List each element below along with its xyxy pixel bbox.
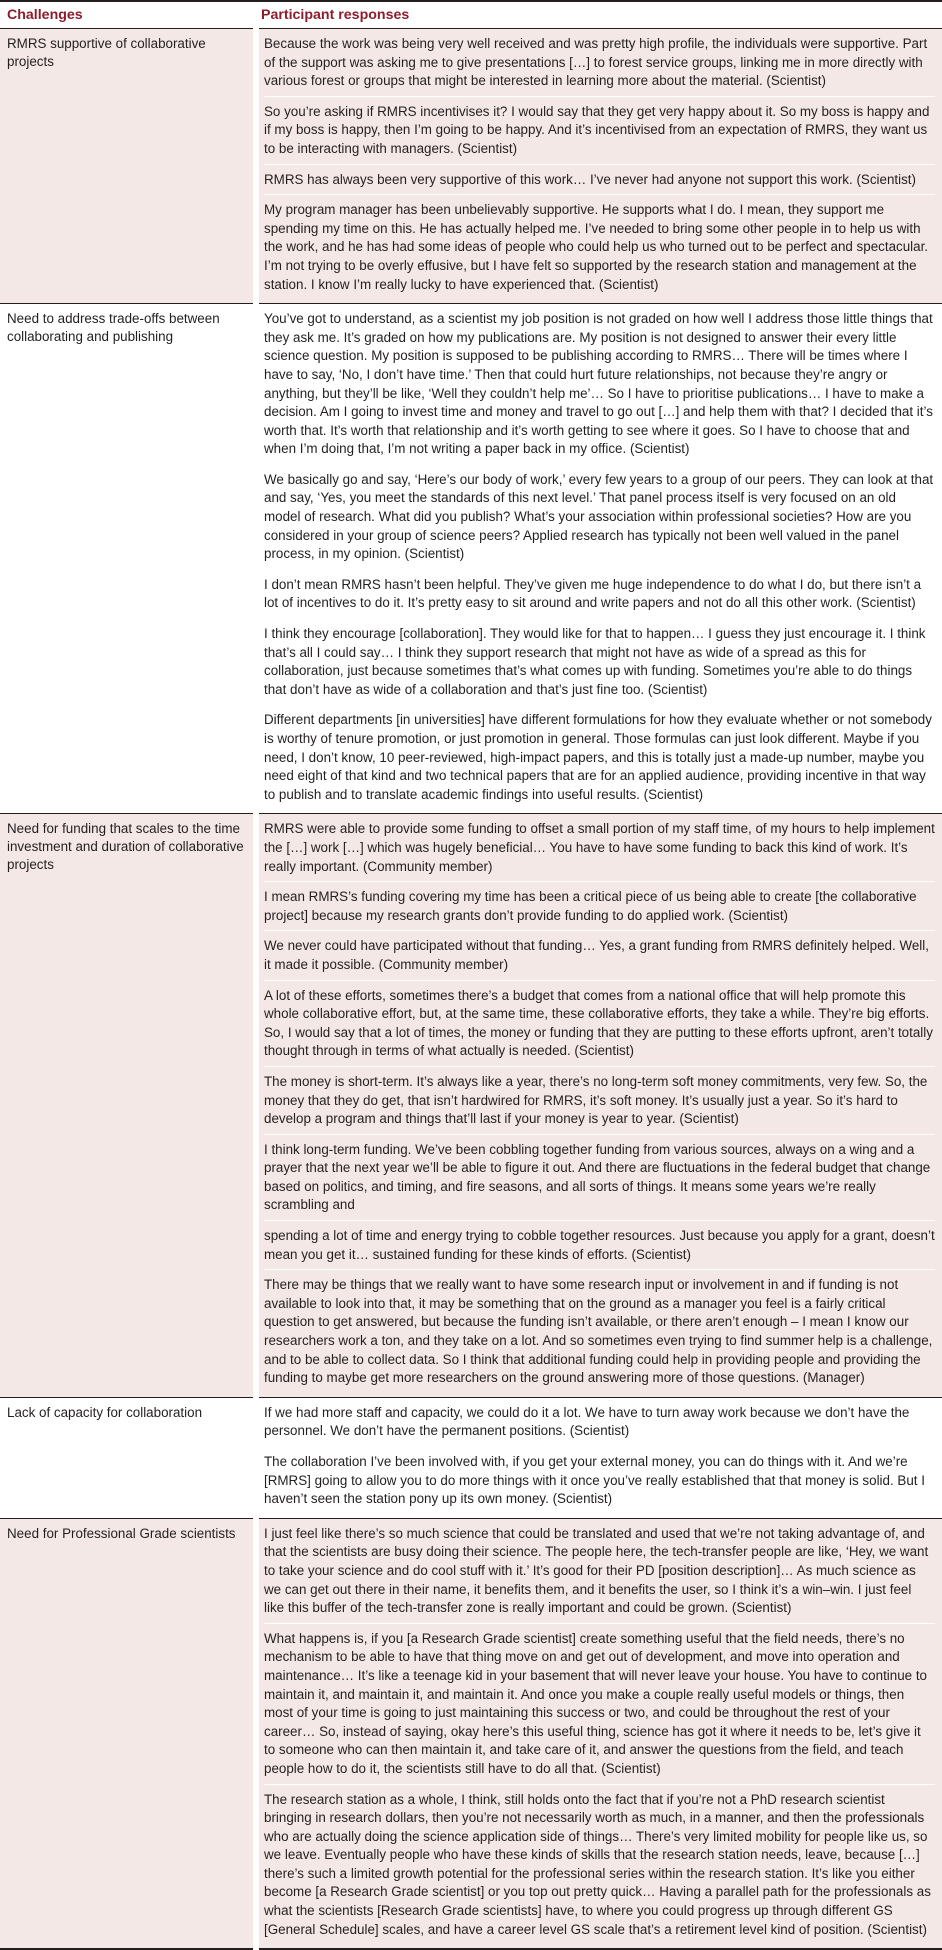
challenge-cell: Need for funding that scales to the time investment and duration of collaborative projects bbox=[0, 814, 256, 1397]
header-row bbox=[0, 1, 942, 29]
response-quote: spending a lot of time and energy trying to cobble together resources. Just because you apply for a grant, doesn’t mean you get it… sustained funding for these kinds of efforts. (Scientist) bbox=[264, 1220, 935, 1269]
response-quote: There may be things that we really want to have some research input or involvement in and if funding is not available to look into that, it may be something that on the ground as a manager you feel is a fairly critical question to get answered, but because the funding isn’t available, or there aren’t enough – I mean I know our researchers work a ton, and they take on a lot. And so sometimes even trying to find summer help is a challenge, and to be able to collect data. So I think that additional funding could help in providing people and providing the funding to maybe get more researchers on the ground answering more of those questions. (Manager) bbox=[264, 1269, 935, 1393]
response-quote: We never could have participated without that funding… Yes, a grant funding from RMRS definitely helped. Well, it made it possible. (Community member) bbox=[264, 930, 935, 979]
response-quote: So you’re asking if RMRS incentivises it? I would say that they get very happy about it. So my boss is happy and if my boss is happy, then I’m going to be happy. And it’s incentivised from an expectation of RMRS, they want us to be interacting with managers. (Scientist) bbox=[264, 96, 935, 164]
response-quote: Different departments [in universities] have different formulations for how they evaluate whether or not somebody is worthy of tenure promotion, or just promotion in general. Those formulas can just look different. Maybe if you need, I don’t know, 10 peer-reviewed, high-impact papers, and this is totally just a made-up number, maybe you need eight of that kind and two technical papers that are for an applied audience, providing incentive in that way to publish and to translate academic findings into useful results. (Scientist) bbox=[264, 704, 935, 809]
response-quote: I think long-term funding. We’ve been cobbling together funding from various sources, always on a wing and a prayer that the next year we’ll be able to figure it out. And there are fluctuations in the federal budget that change based on politics, and timing, and fire seasons, and all sorts of things. It means some years we’re really scrambling and bbox=[264, 1134, 935, 1220]
challenge-cell: RMRS supportive of collaborative projects bbox=[0, 29, 256, 304]
responses-cell bbox=[256, 304, 942, 814]
table-body bbox=[0, 29, 942, 1950]
responses-cell bbox=[256, 814, 942, 1397]
response-quote: Because the work was being very well received and was pretty high profile, the individuals were supportive. Part of the support was asking me to give presentations […] to forest service groups, linking me in more directly with various forest or groups that might be interested in learning more about the material. (Scientist) bbox=[264, 36, 928, 89]
response-quote: The collaboration I’ve been involved with, if you get your external money, you can do things with it. And we’re [RMRS] going to allow you to do more things with it once you’ve really established that that money is solid. But I haven’t seen the station pony up its own money. (Scientist) bbox=[264, 1446, 935, 1514]
response-quote: We basically go and say, ‘Here’s our body of work,’ every few years to a group of our peers. They can look at that and say, ‘Yes, you meet the standards of this next level.’ That panel process itself is very focused on an old model of research. What did you publish? What’s your association within professional societies? How are you considered in your group of science peers? Applied research has typically not been well valued in the panel process, in my opinion. (Scientist) bbox=[264, 464, 935, 569]
table-row bbox=[0, 814, 942, 1397]
challenge-cell: Lack of capacity for collaboration bbox=[0, 1397, 256, 1518]
table-header bbox=[0, 1, 942, 29]
header-participant-responses: Participant responses bbox=[256, 1, 942, 29]
challenge-cell: Need to address trade-offs between collaborating and publishing bbox=[0, 304, 256, 814]
table-row bbox=[0, 29, 942, 304]
response-quote: The money is short-term. It’s always like a year, there’s no long-term soft money commitments, very few. So, the money that they do get, that isn’t hardwired for RMRS, it’s soft money. It’s usually just a year. So it’s hard to develop a program and things that’ll last if your money is year to year. (Scientist) bbox=[264, 1066, 935, 1134]
responses-cell bbox=[256, 29, 942, 304]
response-quote: The research station as a whole, I think, still holds onto the fact that if you’re not a PhD research scientist bringing in research dollars, then you’re not necessarily worth as much, in a manner, and then the professionals who are actually doing the science application side of things… There’s very limited mobility for people like us, so we leave. Eventually people who have these kinds of skills that the research station needs, leave, because […] there’s such a limited growth potential for the professional series within the research station. It’s like you either become [a Research Grade scientist] or you top out pretty quick… Having a parallel path for the professionals as what the scientists [Research Grade scientists] have, to where you could progress up through different GS [General Schedule] scales, and have a career level GS scale that’s a retirement level kind of position. (Scientist) bbox=[264, 1784, 935, 1945]
response-quote: You’ve got to understand, as a scientist my job position is not graded on how well I address those little things that they ask me. It’s graded on how my publications are. My position is not designed to answer their every little science question. My position is supposed to be publishing according to RMRS… There will be times where I have to say, ‘No, I don’t have time.’ Then that could hurt future relationships, not because they’re angry or anything, but they’ll be like, ‘Well they couldn’t help me’… So I have to prioritise publications… I have to make a decision. Am I going to invest time and money and travel to go out […] and help them with that? I decided that it’s worth that. It’s worth that relationship and it’s worth getting to see where it goes. So I have to choose that and when I’m doing that, I’m not writing a paper back in my office. (Scientist) bbox=[264, 311, 933, 457]
response-quote: I mean RMRS’s funding covering my time has been a critical piece of us being able to create [the collaborative project] because my research grants don’t provide funding to do applied work. (Scientist) bbox=[264, 881, 935, 930]
table-row bbox=[0, 304, 942, 814]
response-quote: I don’t mean RMRS hasn’t been helpful. They’ve given me huge independence to do what I do, but there isn’t a lot of incentives to do it. It’s pretty easy to sit around and write papers and not do all this other work. (Scientist) bbox=[264, 569, 935, 618]
challenge-cell: Need for Professional Grade scientists bbox=[0, 1518, 256, 1949]
responses-cell bbox=[256, 1518, 942, 1949]
responses-cell bbox=[256, 1397, 942, 1518]
response-quote: What happens is, if you [a Research Grade scientist] create something useful that the field needs, there’s no mechanism to be able to have that thing move on and get out of development, and move into operation and maintenance… It’s like a teenage kid in your basement that will never leave your house. You have to continue to maintain it, and maintain it, and maintain it. And once you make a couple really useful models or things, then most of your time is going to just maintaining this success or two, and could be throughout the rest of your career… So, instead of saying, okay here’s this useful thing, science has got it where it needs to be, let’s give it to someone who can then maintain it, and take care of it, and answer the questions from the field, and teach people how to do it, the scientists still have to do all that. (Scientist) bbox=[264, 1623, 935, 1784]
header-challenges: Challenges bbox=[0, 1, 256, 29]
table-row bbox=[0, 1397, 942, 1518]
response-quote: RMRS were able to provide some funding to offset a small portion of my staff time, of my hours to help implement the […] work […] which was hugely beneficial… You have to have some funding to back this kind of work. It’s really important. (Community member) bbox=[264, 821, 935, 874]
response-quote: I think they encourage [collaboration]. They would like for that to happen… I guess they just encourage it. I think that’s all I could say… I think they support research that might not have as wide of a spread as this for collaboration, just because sometimes that’s what comes up with funding. Sometimes you’re able to do things that don’t have as wide of a collaboration and that’s just fine too. (Scientist) bbox=[264, 618, 935, 704]
response-quote: My program manager has been unbelievably supportive. He supports what I do. I mean, they support me spending my time on this. He has actually helped me. I’ve needed to bring some other people in to help us with the work, and he has had some ideas of people who could help us who turned out to be perfect and spectacular. I’m not trying to be overly effusive, but I have felt so supported by the research station and management at the station. I know I’m really lucky to have experienced that. (Scientist) bbox=[264, 194, 935, 299]
response-quote: I just feel like there’s so much science that could be translated and used that we’re not taking advantage of, and that the scientists are busy doing their science. The people here, the tech-transfer people are like, ‘Hey, we want to take your science and do cool stuff with it.’ It’s good for their PD [position description]… As much science as we can get out there in their name, it benefits them, and it benefits the user, so I think it’s a win–win. I just feel like this buffer of the tech-transfer zone is really important and could be grown. (Scientist) bbox=[264, 1525, 929, 1616]
table-row bbox=[0, 1518, 942, 1949]
response-quote: RMRS has always been very supportive of this work… I’ve never had anyone not support this work. (Scientist) bbox=[264, 164, 935, 195]
response-quote: A lot of these efforts, sometimes there’s a budget that comes from a national office that will help promote this whole collaborative effort, but, at the same time, these collaborative efforts, they take a while. They’re big efforts. So, I would say that a lot of times, the money or funding that they are putting to these efforts upfront, aren’t totally thought through in terms of what actually is needed. (Scientist) bbox=[264, 980, 935, 1066]
response-quote: If we had more staff and capacity, we could do it a lot. We have to turn away work because we don’t have the personnel. We don’t have the permanent positions. (Scientist) bbox=[264, 1404, 910, 1439]
